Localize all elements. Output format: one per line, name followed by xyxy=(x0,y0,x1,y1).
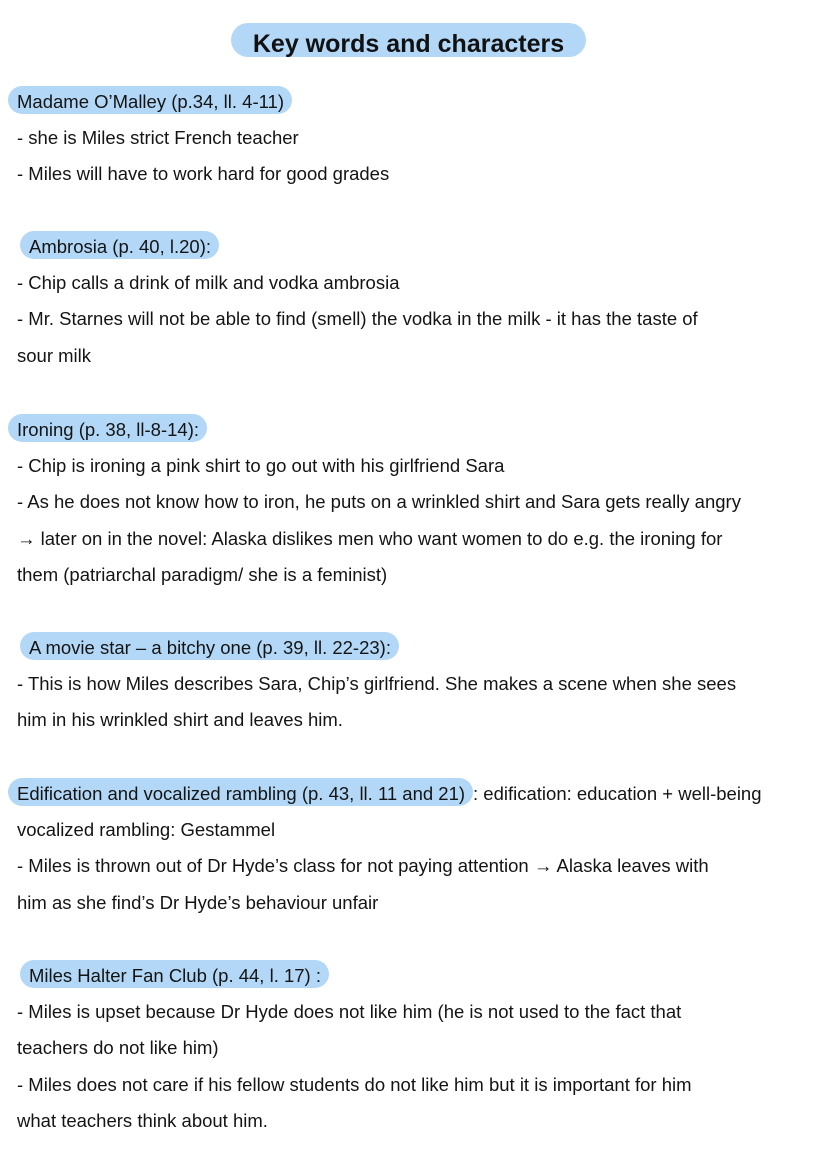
section-line: him as she find’s Dr Hyde’s behaviour unfair xyxy=(17,891,379,913)
section-fan-club xyxy=(17,958,824,1140)
section-line: what teachers think about him. xyxy=(17,1110,268,1132)
section-line: → later on in the novel: Alaska dislikes men who want women to do e.g. the ironing for xyxy=(17,527,723,549)
section-ambrosia xyxy=(17,229,824,374)
section-line: them (patriarchal paradigm/ she is a feminist) xyxy=(17,564,388,586)
section-heading-suffix: : edification: education + well-being xyxy=(473,783,762,804)
section-madame-omalley xyxy=(17,84,824,193)
section-line: - As he does not know how to iron, he puts on a wrinkled shirt and Sara gets really angry xyxy=(17,491,741,513)
section-heading: Miles Halter Fan Club (p. 44, l. 17) : xyxy=(29,958,321,994)
section-line: - she is Miles strict French teacher xyxy=(17,127,299,148)
section-line: - Miles will have to work hard for good grades xyxy=(17,163,390,185)
section-heading: Ironing (p. 38, ll-8-14): xyxy=(17,412,199,448)
section-heading: Edification and vocalized rambling (p. 43, ll. 11 and 21) xyxy=(17,776,465,812)
section-line: - Chip calls a drink of milk and vodka ambrosia xyxy=(17,272,400,293)
section-line: vocalized rambling: Gestammel xyxy=(17,819,276,840)
section-line: him in his wrinkled shirt and leaves him. xyxy=(17,709,343,731)
section-line: - Miles does not care if his fellow students do not like him but it is important for him xyxy=(17,1073,692,1095)
section-ironing xyxy=(17,412,824,594)
page-title: Key words and characters xyxy=(231,23,586,57)
section-line: sour milk xyxy=(17,344,92,366)
section-line: teachers do not like him) xyxy=(17,1037,219,1059)
section-line: - Miles is upset because Dr Hyde does not like him (he is not used to the fact that xyxy=(17,1001,682,1022)
section-line: - Miles is thrown out of Dr Hyde’s class for not paying attention → Alaska leaves with xyxy=(17,855,709,877)
section-line: - Mr. Starnes will not be able to find (smell) the vodka in the milk - it has the taste of xyxy=(17,308,698,330)
section-heading: Ambrosia (p. 40, l.20): xyxy=(29,229,211,265)
section-heading: Madame O’Malley (p.34, ll. 4-11) xyxy=(17,84,284,120)
section-line: - This is how Miles describes Sara, Chip’s girlfriend. She makes a scene when she sees xyxy=(17,673,737,694)
section-edification xyxy=(17,776,824,921)
section-line: - Chip is ironing a pink shirt to go out with his girlfriend Sara xyxy=(17,455,505,476)
section-heading: A movie star – a bitchy one (p. 39, ll. 22-23): xyxy=(29,630,391,666)
section-movie-star xyxy=(17,630,824,739)
